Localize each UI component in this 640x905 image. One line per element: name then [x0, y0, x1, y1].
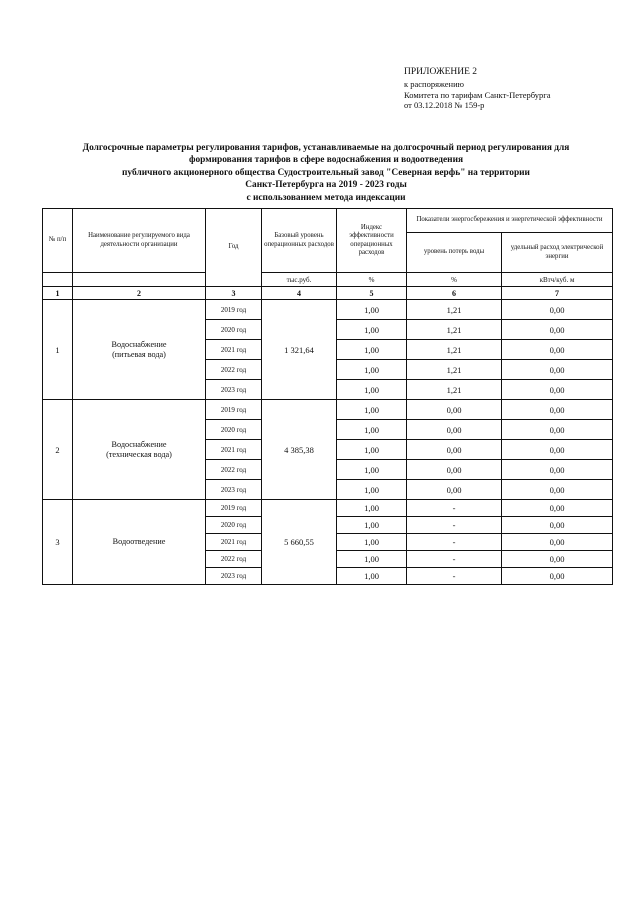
- consumption-cell: 0,00: [502, 420, 613, 440]
- year-cell: 2019 год: [206, 400, 262, 420]
- loss-cell: 1,21: [407, 340, 502, 360]
- activity-name: Водоснабжение: [111, 339, 167, 349]
- title-line-4: Санкт-Петербурга на 2019 - 2023 годы: [245, 180, 407, 191]
- table-row: [43, 500, 613, 517]
- index-cell: 1,00: [337, 380, 407, 400]
- consumption-cell: 0,00: [502, 320, 613, 340]
- document-title: [50, 142, 602, 204]
- activity-subname: (техническая вода): [106, 449, 172, 459]
- header-row-top: [43, 209, 613, 233]
- group-num: 1: [43, 300, 73, 400]
- year-cell: 2020 год: [206, 517, 262, 534]
- col-number: 5: [337, 287, 407, 300]
- index-cell: 1,00: [337, 480, 407, 500]
- consumption-cell: 0,00: [502, 534, 613, 551]
- base-cost-cell: 5 660,55: [262, 500, 337, 585]
- col-number: 2: [73, 287, 206, 300]
- index-cell: 1,00: [337, 420, 407, 440]
- col-number: 3: [206, 287, 262, 300]
- year-cell: 2019 год: [206, 300, 262, 320]
- year-cell: 2021 год: [206, 340, 262, 360]
- parameters-table: [42, 208, 613, 585]
- consumption-cell: 0,00: [502, 500, 613, 517]
- base-cost-cell: 1 321,64: [262, 300, 337, 400]
- header-base: Базовый уровень операционных расходов: [262, 209, 337, 273]
- base-cost-cell: 4 385,38: [262, 400, 337, 500]
- loss-cell: -: [407, 551, 502, 568]
- activity-subname: (питьевая вода): [112, 349, 166, 359]
- loss-cell: 1,21: [407, 380, 502, 400]
- table-row: [43, 300, 613, 320]
- activity-name: Водоотведение: [112, 537, 166, 546]
- group-num: 2: [43, 400, 73, 500]
- consumption-cell: 0,00: [502, 460, 613, 480]
- year-cell: 2023 год: [206, 480, 262, 500]
- loss-cell: 1,21: [407, 360, 502, 380]
- consumption-cell: 0,00: [502, 380, 613, 400]
- header-consumption: удельный расход электрической энергии: [502, 233, 613, 273]
- loss-cell: -: [407, 517, 502, 534]
- index-cell: 1,00: [337, 551, 407, 568]
- col-number: 4: [262, 287, 337, 300]
- year-cell: 2019 год: [206, 500, 262, 517]
- title-line-3: публичного акционерного общества Судостроительный завод "Северная верфь" на территории: [122, 167, 530, 178]
- header-loss: уровень потерь воды: [407, 233, 502, 273]
- index-cell: 1,00: [337, 300, 407, 320]
- index-cell: 1,00: [337, 534, 407, 551]
- consumption-cell: 0,00: [502, 360, 613, 380]
- year-cell: 2023 год: [206, 380, 262, 400]
- year-cell: 2021 год: [206, 534, 262, 551]
- year-cell: 2020 год: [206, 320, 262, 340]
- title-line-2: формирования тарифов в сфере водоснабжения и водоотведения: [188, 155, 464, 166]
- year-cell: 2022 год: [206, 460, 262, 480]
- title-line-1: Долгосрочные параметры регулирования тарифов, устанавливаемые на долгосрочный период регулирования для: [82, 143, 570, 153]
- consumption-cell: 0,00: [502, 440, 613, 460]
- index-cell: 1,00: [337, 517, 407, 534]
- index-cell: 1,00: [337, 360, 407, 380]
- consumption-cell: 0,00: [502, 400, 613, 420]
- loss-cell: 0,00: [407, 460, 502, 480]
- column-numbers-row: [43, 287, 613, 300]
- appendix-line-order: к распоряжению: [404, 79, 464, 89]
- loss-cell: 0,00: [407, 400, 502, 420]
- index-cell: 1,00: [337, 340, 407, 360]
- title-line-5: с использованием метода индексации: [246, 192, 406, 203]
- consumption-cell: 0,00: [502, 568, 613, 585]
- units-row: [43, 273, 613, 287]
- table-row: [43, 400, 613, 420]
- header-energy-group: Показатели энергосбережения и энергетической эффективности: [407, 209, 613, 233]
- year-cell: 2023 год: [206, 568, 262, 585]
- header-activity: Наименование регулируемого вида деятельности организации: [73, 209, 206, 273]
- col-number: 1: [43, 287, 73, 300]
- index-cell: 1,00: [337, 500, 407, 517]
- units-empty-2: [73, 273, 206, 287]
- index-cell: 1,00: [337, 320, 407, 340]
- group-name: [73, 500, 206, 585]
- unit-index: %: [337, 273, 407, 287]
- consumption-cell: 0,00: [502, 340, 613, 360]
- consumption-cell: 0,00: [502, 300, 613, 320]
- loss-cell: 1,21: [407, 300, 502, 320]
- unit-consumption: кВтч/куб. м: [502, 273, 613, 287]
- appendix-line-date: от 03.12.2018 № 159-р: [404, 100, 485, 110]
- loss-cell: -: [407, 534, 502, 551]
- index-cell: 1,00: [337, 440, 407, 460]
- group-name: [73, 300, 206, 400]
- index-cell: 1,00: [337, 400, 407, 420]
- loss-cell: 0,00: [407, 420, 502, 440]
- index-cell: 1,00: [337, 460, 407, 480]
- group-name: [73, 400, 206, 500]
- year-cell: 2022 год: [206, 551, 262, 568]
- units-empty-1: [43, 273, 73, 287]
- loss-cell: 0,00: [407, 440, 502, 460]
- unit-base: тыс.руб.: [262, 273, 337, 287]
- loss-cell: 0,00: [407, 480, 502, 500]
- appendix-block: [404, 66, 624, 111]
- consumption-cell: 0,00: [502, 551, 613, 568]
- activity-name: Водоснабжение: [111, 439, 167, 449]
- header-year: Год: [206, 209, 262, 287]
- loss-cell: 1,21: [407, 320, 502, 340]
- year-cell: 2022 год: [206, 360, 262, 380]
- year-cell: 2021 год: [206, 440, 262, 460]
- group-num: 3: [43, 500, 73, 585]
- header-num: № п/п: [43, 209, 73, 273]
- col-number: 7: [502, 287, 613, 300]
- unit-loss: %: [407, 273, 502, 287]
- year-cell: 2020 год: [206, 420, 262, 440]
- col-number: 6: [407, 287, 502, 300]
- consumption-cell: 0,00: [502, 517, 613, 534]
- consumption-cell: 0,00: [502, 480, 613, 500]
- loss-cell: -: [407, 568, 502, 585]
- appendix-line-committee: Комитета по тарифам Санкт-Петербурга: [404, 89, 551, 100]
- appendix-title: ПРИЛОЖЕНИЕ 2: [404, 67, 478, 77]
- index-cell: 1,00: [337, 568, 407, 585]
- loss-cell: -: [407, 500, 502, 517]
- header-index: Индекс эффективности операционных расходов: [337, 209, 407, 273]
